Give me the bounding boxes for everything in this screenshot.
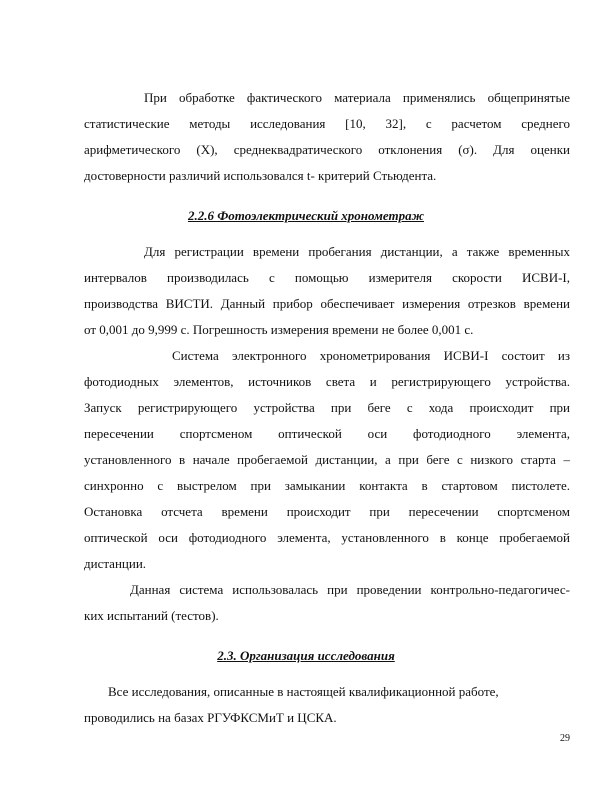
page-number: 29 xyxy=(560,733,570,744)
paragraph-5-line-1: Все исследования, описанные в настоящей квалификационной работе, xyxy=(108,684,499,699)
paragraph-3-line-4: пересечении спортсменом оптической оси фотодиодного элемента, xyxy=(84,426,570,441)
paragraph-3-line-9: дистанции. xyxy=(84,556,147,571)
paragraph-3-line-6: синхронно с выстрелом при замыкании контакта в стартовом пистолете. xyxy=(84,478,570,493)
paragraph-5-line-2: проводились на базах РГУФКСМиТ и ЦСКА. xyxy=(84,710,337,725)
paragraph-4-line-2: ких испытаний (тестов). xyxy=(84,608,219,623)
paragraph-1-line-3: арифметического (X), среднеквадратического отклонения (σ). Для оценки xyxy=(84,142,570,157)
paragraph-2-line-1: Для регистрации времени пробегания дистанции, а также временных xyxy=(144,244,570,259)
paragraph-3-line-2: фотодиодных элементов, источников света и регистрирующего устройства. xyxy=(84,374,570,389)
paragraph-3-line-5: установленного в начале пробегаемой дистанции, а при беге с низкого старта – xyxy=(84,452,570,467)
paragraph-3-line-1: Система электронного хронометрирования ИСВИ-I состоит из xyxy=(172,348,570,363)
section-heading-2-3: 2.3. Организация исследования xyxy=(217,648,395,663)
paragraph-1-line-2: статистические методы исследования [10, 32], с расчетом среднего xyxy=(84,116,570,131)
paragraph-3-line-3: Запуск регистрирующего устройства при беге с хода происходит при xyxy=(84,400,570,415)
paragraph-1-line-4: достоверности различий использовался t- критерий Стьюдента. xyxy=(84,168,437,183)
paragraph-3-line-8: оптической оси фотодиодного элемента, установленного в конце пробегаемой xyxy=(84,530,570,545)
section-heading-2-2-6: 2.2.6 Фотоэлектрический хронометраж xyxy=(187,208,425,223)
paragraph-3-line-7: Остановка отсчета времени происходит при пересечении спортсменом xyxy=(84,504,570,519)
paragraph-4-line-1: Данная система использовалась при проведении контрольно-педагогичес- xyxy=(130,582,570,597)
paragraph-2-line-2: интервалов производилась с помощью измерителя скорости ИСВИ-I, xyxy=(84,270,570,285)
paragraph-2-line-4: от 0,001 до 9,999 с. Погрешность измерения времени не более 0,001 с. xyxy=(84,322,474,337)
paragraph-2-line-3: производства ВИСТИ. Данный прибор обеспечивает измерения отрезков времени xyxy=(84,296,570,311)
paragraph-1-line-1: При обработке фактического материала применялись общепринятые xyxy=(144,90,570,105)
